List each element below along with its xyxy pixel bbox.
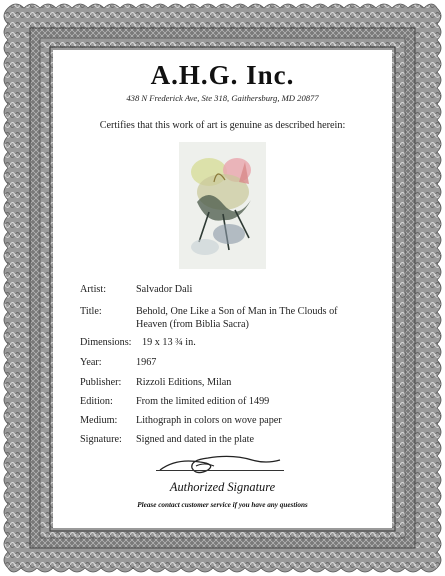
detail-value: 1967 bbox=[136, 357, 157, 368]
contact-notice: Please contact customer service if you have any questions bbox=[137, 501, 308, 509]
certification-statement: Certifies that this work of art is genuine as described herein: bbox=[99, 120, 346, 131]
detail-value: Behold, One Like a Son of Man in The Clouds of Heaven (from Biblia Sacra) bbox=[136, 306, 338, 330]
authorized-signature-label: Authorized Signature bbox=[169, 480, 276, 494]
detail-value: Rizzoli Editions, Milan bbox=[136, 377, 232, 388]
artwork-thumbnail bbox=[179, 142, 266, 269]
detail-label: Edition: bbox=[80, 396, 113, 407]
signature-line bbox=[156, 470, 284, 471]
detail-label: Artist: bbox=[80, 284, 107, 295]
detail-label: Signature: bbox=[80, 434, 122, 445]
detail-value: Salvador Dali bbox=[136, 284, 193, 295]
detail-value: 19 x 13 ¾ in. bbox=[142, 337, 196, 348]
detail-value: Lithograph in colors on wove paper bbox=[136, 415, 282, 426]
detail-label: Title: bbox=[80, 306, 102, 317]
company-address: 438 N Frederick Ave, Ste 318, Gaithersburg, MD 20877 bbox=[126, 93, 319, 103]
detail-label: Medium: bbox=[80, 415, 118, 426]
detail-label: Year: bbox=[80, 357, 102, 368]
company-name: A.H.G. Inc. bbox=[150, 60, 295, 90]
handwritten-signature bbox=[156, 448, 286, 478]
detail-label: Publisher: bbox=[80, 377, 122, 388]
detail-value: Signed and dated in the plate bbox=[136, 434, 254, 445]
detail-label: Dimensions: bbox=[80, 337, 132, 348]
detail-value: From the limited edition of 1499 bbox=[136, 396, 270, 407]
